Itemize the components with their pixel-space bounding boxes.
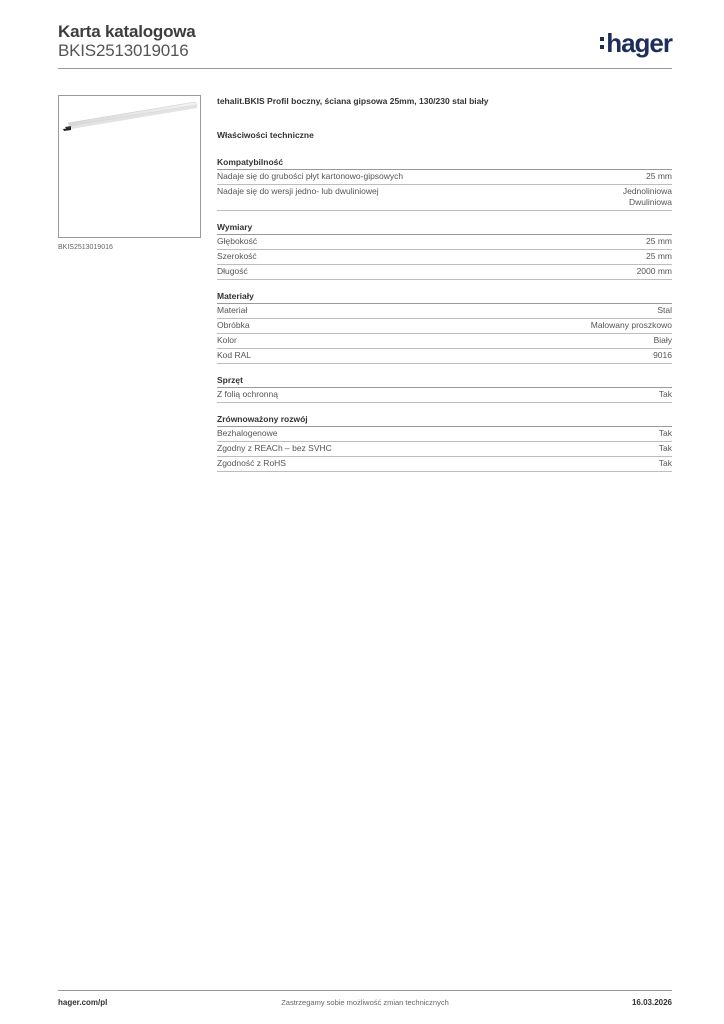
spec-value: 9016 [653,350,672,360]
spec-row [217,185,672,211]
spec-label: Nadaje się do grubości płyt kartonowo-gipsowych [217,171,404,181]
spec-label: Kod RAL [217,350,252,360]
spec-label: Obróbka [217,320,250,330]
logo-text: hager [606,28,672,58]
product-title: tehalit.BKIS Profil boczny, ściana gipsowa 25mm, 130/230 stal biały [217,96,489,106]
spec-row [217,442,672,457]
spec-row [217,250,672,265]
spec-content [217,96,672,472]
group-title: Sprzęt [217,374,672,388]
group-title: Wymiary [217,221,672,235]
specs-heading: Właściwości techniczne [217,130,314,140]
spec-row [217,170,672,185]
spec-label: Nadaje się do wersji jedno- lub dwuliniowej [217,186,379,196]
page-footer [58,998,672,1010]
spec-value: 25 mm [646,251,672,261]
spec-row [217,388,672,403]
document-title: Karta katalogowa [58,22,196,41]
spec-value: 25 mm [646,171,672,181]
spec-value: Biały [653,335,672,345]
image-caption: BKIS2513019016 [58,244,113,251]
spec-label: Bezhalogenowe [217,428,278,438]
spec-value: Stal [657,305,672,315]
spec-label: Zgodny z REACh – bez SVHC [217,443,332,453]
spec-value-line: Dwuliniowa [629,197,672,207]
spec-group-equipment [217,374,672,403]
spec-value: Malowany proszkowo [590,320,672,330]
profile-rail-icon [59,96,200,237]
spec-row [217,319,672,334]
hager-logo [600,28,672,58]
spec-row [217,265,672,280]
spec-value: Tak [658,428,672,438]
spec-value-line: Jednoliniowa [622,186,672,196]
spec-label: Zgodność z RoHS [217,458,286,468]
spec-value [623,186,672,208]
footer-divider [58,990,672,991]
spec-group-compatibility [217,156,672,211]
spec-label: Długość [217,266,248,276]
spec-value: 2000 mm [636,266,672,276]
spec-label: Z folią ochronną [217,389,278,399]
footer-date: 16.03.2026 [631,998,672,1007]
spec-row [217,304,672,319]
group-title: Materiały [217,290,672,304]
spec-row [217,427,672,442]
page-header [58,22,672,68]
spec-row [217,334,672,349]
footer-website-link[interactable]: hager.com/pl [58,998,108,1007]
spec-row [217,457,672,472]
spec-value: Tak [658,389,672,399]
spec-value: 25 mm [646,236,672,246]
footer-disclaimer: Zastrzegamy sobie możliwość zmian technicznych [281,998,449,1007]
group-title: Zrównoważony rozwój [217,413,672,427]
spec-label: Szerokość [217,251,257,261]
spec-value: Tak [658,458,672,468]
spec-row [217,349,672,364]
document-product-code: BKIS2513019016 [58,41,189,60]
product-image [58,95,201,238]
spec-row [217,235,672,250]
spec-group-sustainability [217,413,672,472]
header-divider [58,68,672,69]
spec-value: Tak [658,443,672,453]
spec-group-materials [217,290,672,364]
spec-label: Głębokość [217,236,258,246]
spec-label: Kolor [217,335,237,345]
group-title: Kompatybilność [217,156,672,170]
spec-group-dimensions [217,221,672,280]
logo-dots-icon [600,37,604,49]
spec-label: Materiał [217,305,248,315]
